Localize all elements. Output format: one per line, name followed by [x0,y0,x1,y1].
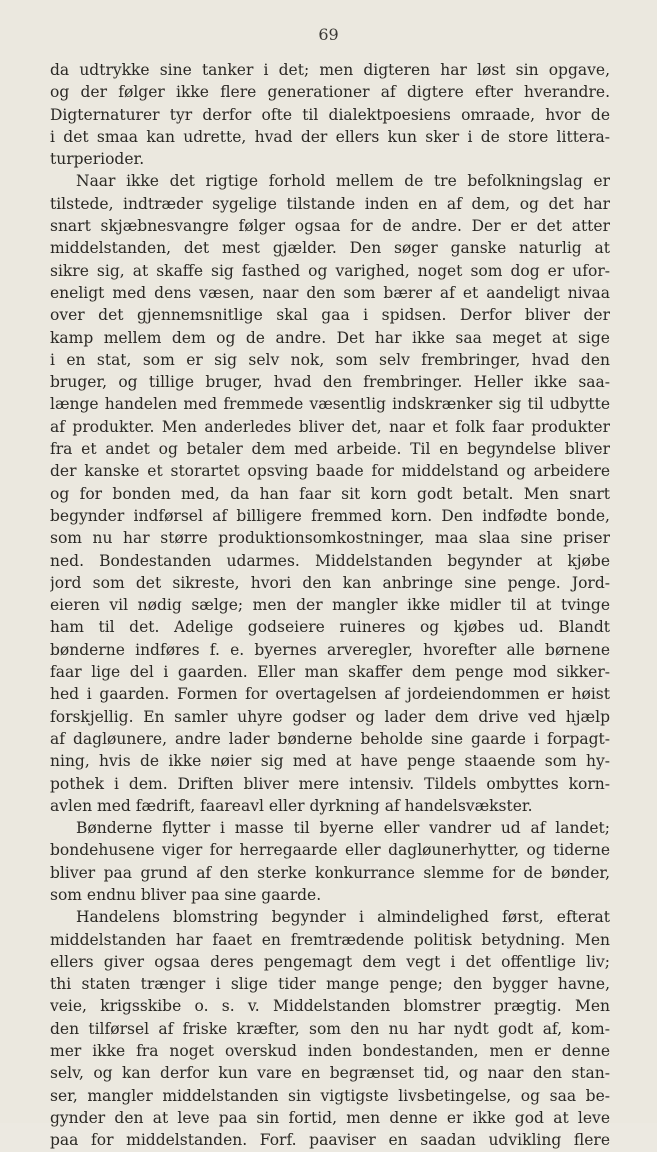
text-line: snart skjæbnesvangre følger ogsaa for de andre. Der er det atter [50,217,610,236]
text-line: begynder indførsel af billigere fremmed korn. Den indfødte bonde, [50,506,610,525]
text-line: ham til det. Adelige godseiere ruineres og kjøbes ud. Blandt [50,618,610,637]
text-line: den tilførsel af friske kræfter, som den nu har nydt godt af, kom- [50,1019,610,1038]
text-line: da udtrykke sine tanker i det; men digteren har løst sin opgave, [50,61,610,79]
text-line: eieren vil nødig sælge; men der mangler ikke midler til at tvinge [50,596,610,615]
text-line: eneligt med dens væsen, naar den som bærer af et aandeligt nivaa [50,283,610,302]
text-line: længe handelen med fremmede væsentlig indskrænker sig til udbytte [50,395,610,414]
text-line: avlen med fædrift, faareavl eller dyrkning af handelsvækster. [50,796,533,815]
text-line: kamp mellem dem og de andre. Det har ikke saa meget at sige [50,328,610,347]
body-text [50,59,610,1152]
text-line: veie, krigsskibe o. s. v. Middelstanden blomstrer prægtig. Men [50,997,610,1016]
text-line: hed i gaarden. Formen for overtagelsen af jordeiendommen er høist [50,685,610,704]
text-line: paa for middelstanden. Forf. paaviser en saadan udvikling flere [50,1131,610,1150]
text-line: ser, mangler middelstanden sin vigtigste livsbetingelse, og saa be- [50,1086,610,1105]
text-line: Naar ikke det rigtige forhold mellem de tre befolkningslag er [76,172,610,191]
text-line: Bønderne flytter i masse til byerne eller vandrer ud af landet; [76,819,610,838]
text-line: i det smaa kan udrette, hvad der ellers kun sker i de store littera- [50,127,610,146]
text-line: pothek i dem. Driften bliver mere intensiv. Tildels ombyttes korn- [50,774,610,793]
text-line: ellers giver ogsaa deres pengemagt dem vegt i det offentlige liv; [50,952,610,971]
text-line: jord som det sikreste, hvori den kan anbringe sine penge. Jord- [50,573,610,592]
text-line: og der følger ikke flere generationer af digtere efter hverandre. [50,83,610,102]
text-line: af produkter. Men anderledes bliver det, naar et folk faar produkter [50,417,610,436]
text-line: af dagløunere, andre lader bønderne beholde sine gaarde i forpagt- [50,729,610,748]
text-line: der kanske et storartet opsving baade for middelstand og arbeidere [50,462,610,481]
text-line: ned. Bondestanden udarmes. Middelstanden begynder at kjøbe [50,551,610,570]
text-line: som endnu bliver paa sine gaarde. [50,885,322,904]
text-line: bondehusene viger for herregaarde eller dagløunerhytter, og tiderne [50,841,610,860]
text-line: ning, hvis de ikke nøier sig med at have penge staaende som hy- [50,752,610,771]
text-line: forskjellig. En samler uhyre godser og lader dem drive ved hjælp [50,707,610,726]
text-line: faar lige del i gaarden. Eller man skaffer dem penge mod sikker- [50,663,610,682]
text-line: middelstanden har faaet en fremtrædende politisk betydning. Men [50,930,610,949]
text-line: fra et andet og betaler dem med arbeide. Til en begyndelse bliver [50,440,610,459]
text-line: middelstanden, det mest gjælder. Den søger ganske naturlig at [50,239,610,258]
text-line: bruger, og tillige bruger, hvad den frembringer. Heller ikke saa- [50,373,610,392]
text-line: sikre sig, at skaffe sig fasthed og varighed, noget som dog er ufor- [50,261,610,280]
text-line: bliver paa grund af den sterke konkurrance slemme for de bønder, [50,863,610,882]
text-line: selv, og kan derfor kun vare en begrænset tid, og naar den stan- [50,1064,610,1083]
page-number: 69 [318,25,339,44]
text-line: tilstede, indtræder sygelige tilstande inden en af dem, og det har [50,194,610,213]
text-line: thi staten trænger i slige tider mange penge; den bygger havne, [50,975,610,994]
text-line: i en stat, som er sig selv nok, som selv frembringer, hvad den [50,350,610,369]
text-line: turperioder. [50,150,145,169]
text-line: som nu har større produktionsomkostninger, maa slaa sine priser [50,529,610,548]
text-line: mer ikke fra noget overskud inden bondestanden, men er denne [50,1042,610,1061]
text-line: Digternaturer tyr derfor ofte til dialektpoesiens omraade, hvor de [50,105,610,124]
text-line: og for bonden med, da han faar sit korn godt betalt. Men snart [50,484,610,503]
text-line: over det gjennemsnitlige skal gaa i spidsen. Derfor bliver der [50,306,610,325]
text-line: bønderne indføres f. e. byernes arveregler, hvorefter alle børnene [50,640,610,659]
text-line: Handelens blomstring begynder i almindelighed først, efterat [76,908,610,927]
text-line: gynder den at leve paa sin fortid, men denne er ikke god at leve [50,1108,610,1127]
